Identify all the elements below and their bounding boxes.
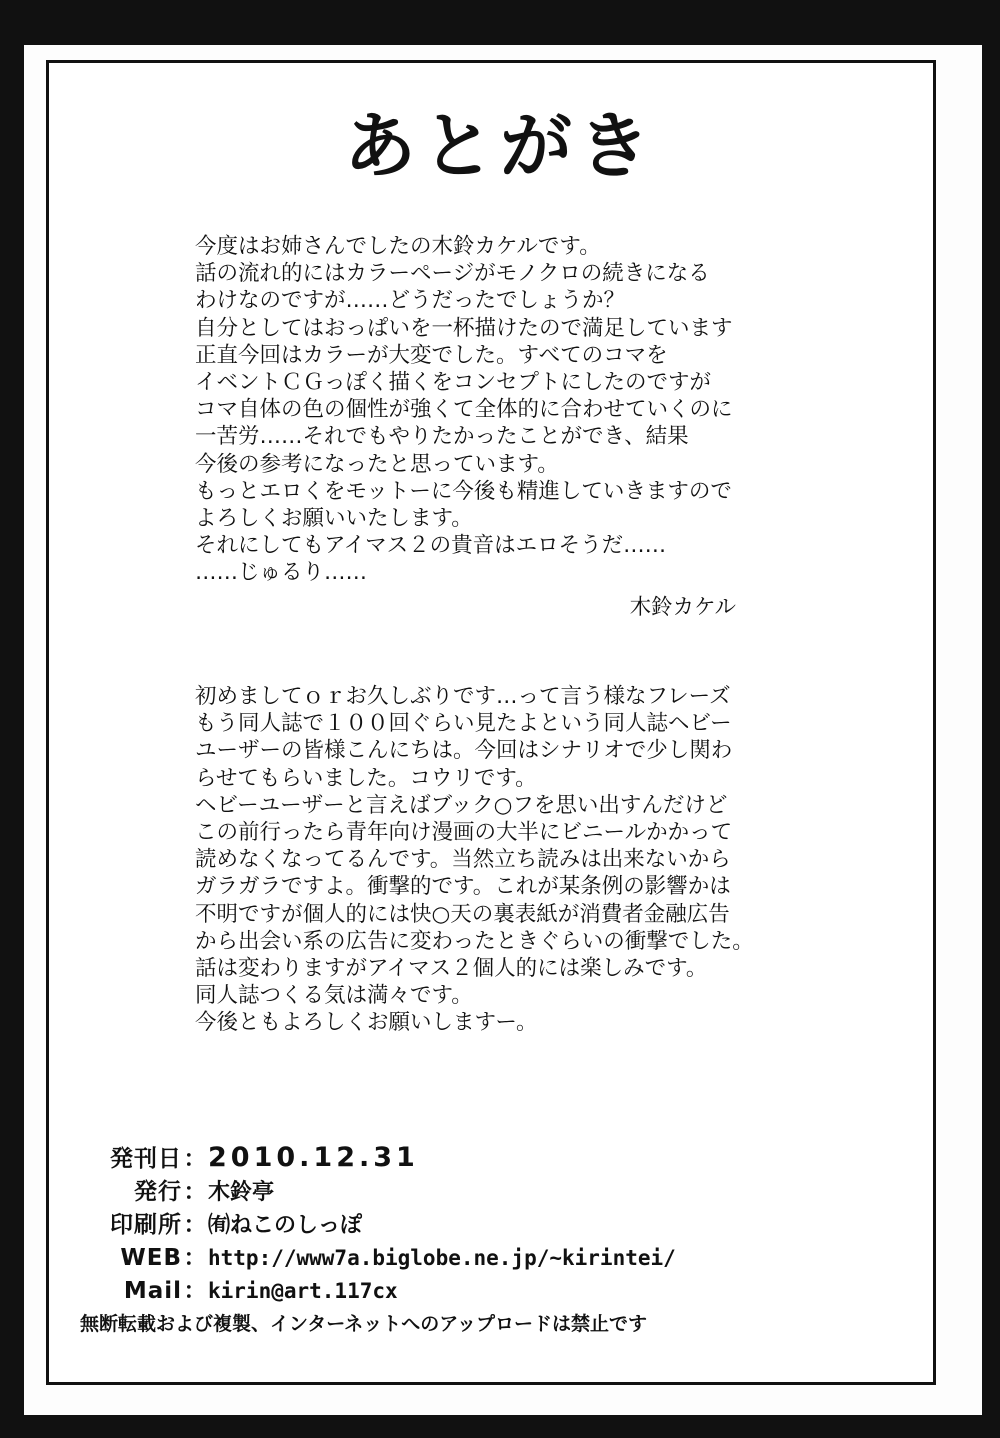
date-value: 2010.12.31: [208, 1142, 419, 1173]
text-line: もう同人誌で１００回ぐらい見たよという同人誌ヘビー: [195, 711, 732, 737]
date-label: 発刊日: [110, 1146, 182, 1172]
mail-address: kirin@art.117cx: [208, 1279, 398, 1303]
text-line: 自分としてはおっぱいを一杯描けたので満足しています: [195, 315, 733, 341]
colophon-web-row: [82, 1239, 676, 1272]
text-line: 一苦労……それでもやりたかったことができ、結果: [195, 424, 689, 450]
colophon-printer-row: [82, 1206, 676, 1239]
text-line: 今後ともよろしくお願いしますー。: [195, 1010, 538, 1036]
publisher-label: 発行: [134, 1179, 182, 1205]
text-line: 読めなくなってるんです。当然立ち読みは出来ないから: [195, 847, 731, 873]
printer-value: ㈲ねこのしっぽ: [208, 1213, 363, 1238]
text-line: 不明ですが個人的には快○天の裏表紙が消費者金融広告: [195, 901, 730, 927]
text-line: らせてもらいました。コウリです。: [195, 765, 537, 791]
web-label: WEB: [120, 1245, 182, 1271]
text-line: ……じゅるり……: [195, 560, 368, 586]
text-line: 話の流れ的にはカラーページがモノクロの続きになる: [195, 261, 710, 287]
text-line: 今度はお姉さんでしたの木鈴カケルです。: [195, 234, 601, 259]
text-line: 正直今回はカラーが大変でした。すべてのコマを: [195, 342, 668, 368]
text-line: この前行ったら青年向け漫画の大半にビニールかかって: [195, 820, 733, 846]
colon: ：: [183, 1245, 207, 1271]
text-line: 今後の参考になったと思っています。: [195, 451, 559, 477]
text-line: ガラガラですよ。衝撃的です。これが某条例の影響かは: [195, 874, 731, 900]
colophon: [82, 1140, 676, 1305]
colophon-date-row: [82, 1140, 676, 1173]
colophon-publisher-row: [82, 1173, 676, 1206]
mail-label: Mail: [123, 1278, 182, 1304]
printer-label: 印刷所: [110, 1212, 182, 1238]
copyright-notice: 無断転載および複製、インターネットへのアップロードは禁止です: [80, 1313, 647, 1335]
page-title: あとがき: [343, 104, 656, 188]
text-line: イベントＣＧっぽく描くをコンセプトにしたのですが: [195, 370, 712, 396]
text-line: わけなのですが……どうだったでしょうか？: [195, 288, 626, 314]
text-line: ヘビーユーザーと言えばブック○フを思い出すんだけど: [195, 792, 728, 818]
text-line: よろしくお願いいたします。: [195, 506, 473, 532]
afterword-section-2: [195, 683, 754, 1037]
afterword-section-1: [195, 233, 733, 587]
colon: ：: [183, 1278, 207, 1304]
text-line: もっとエロくをモットーに今後も精進していきますので: [195, 478, 732, 504]
text-line: 初めましてｏｒお久しぶりです…って言う様なフレーズ: [195, 684, 731, 709]
text-line: コマ自体の色の個性が強くて全体的に合わせていくのに: [195, 397, 733, 423]
text-line: 同人誌つくる気は満々です。: [195, 983, 473, 1009]
text-line: から出会い系の広告に変わったときぐらいの衝撃でした。: [195, 928, 754, 954]
colon: ：: [183, 1212, 207, 1238]
colon: ：: [183, 1179, 207, 1205]
publisher-value: 木鈴亭: [208, 1180, 275, 1205]
web-url: http://www7a.biglobe.ne.jp/~kirintei/: [208, 1246, 676, 1270]
text-line: 話は変わりますがアイマス２個人的には楽しみです。: [195, 956, 708, 982]
colophon-mail-row: [82, 1272, 676, 1305]
author-signature: 木鈴カケル: [629, 595, 736, 620]
text-line: それにしてもアイマス２の貴音はエロそうだ……: [195, 533, 667, 559]
colon: ：: [183, 1146, 207, 1172]
text-line: ユーザーの皆様こんにちは。今回はシナリオで少し関わ: [195, 738, 733, 764]
